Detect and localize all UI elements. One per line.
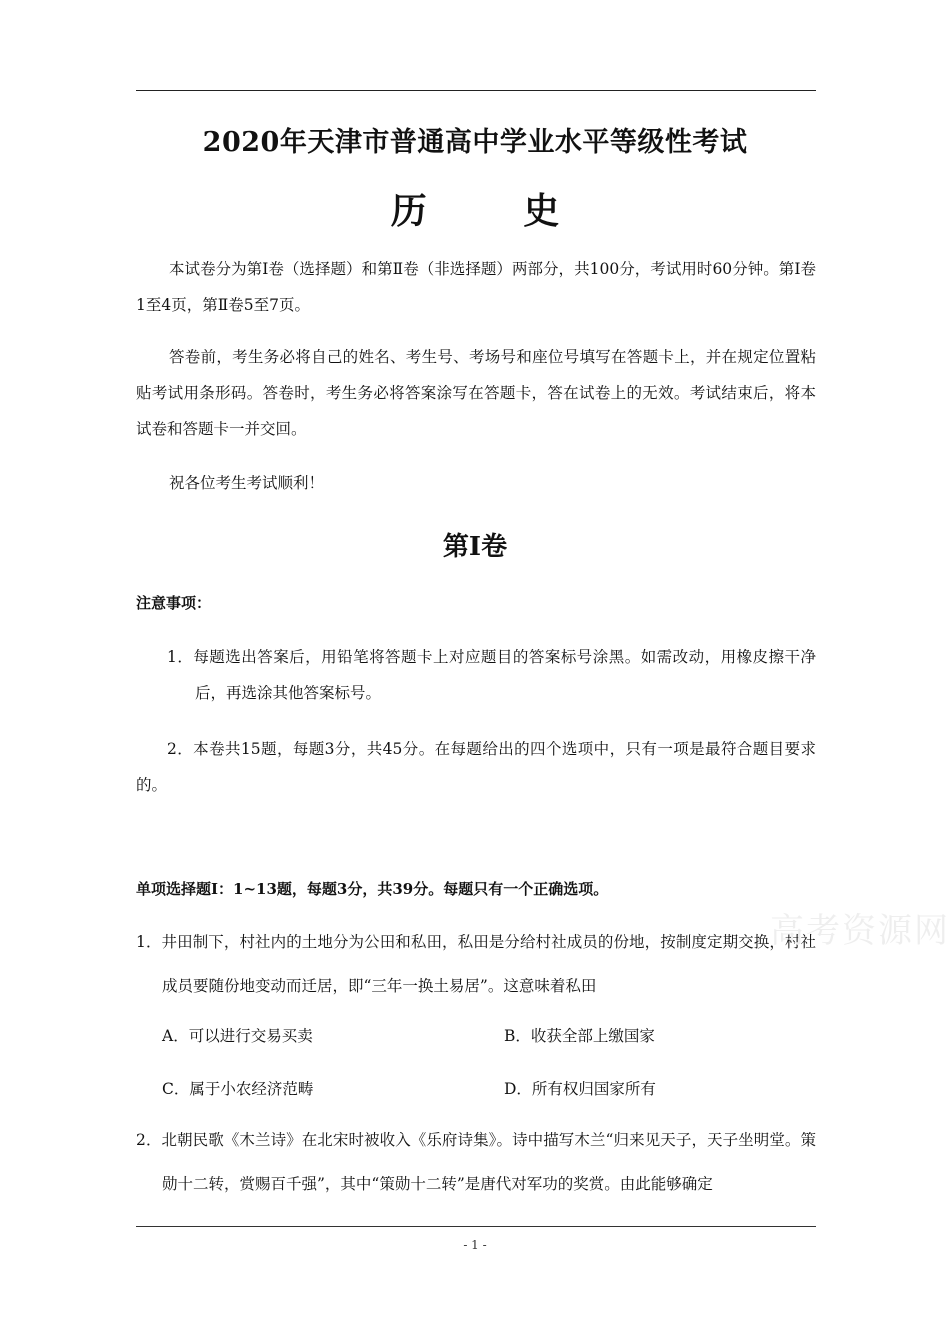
question-stem: 1．井田制下，村社内的土地分为公田和私田，私田是分给村社成员的份地，按制度定期交换，村社成员要随份地变动而迁居，即“三年一换土易居”。这意味着私田: [136, 933, 816, 995]
question-stem: 2．北朝民歌《木兰诗》在北宋时被收入《乐府诗集》。诗中描写木兰“归来见天子，天子坐明堂。策勋十二转，赏赐百千强”，其中“策勋十二转”是唐代对军功的奖赏。由此能够确定: [136, 1131, 816, 1193]
exam-title: 2020年天津市普通高中学业水平等级性考试: [202, 127, 748, 158]
note-item: 2．本卷共15题，每题3分，共45分。在每题给出的四个选项中，只有一项是最符合题目要求的。: [136, 740, 816, 794]
option-c: C．属于小农经济范畴: [162, 1080, 314, 1098]
option-d: D．所有权归国家所有: [504, 1080, 656, 1098]
intro-paragraph: 本试卷分为第Ⅰ卷（选择题）和第Ⅱ卷（非选择题）两部分，共100分，考试用时60分钟。第Ⅰ卷1至4页，第Ⅱ卷5至7页。: [136, 260, 816, 314]
notes-heading: 注意事项：: [136, 594, 212, 612]
note-item: 1．每题选出答案后，用铅笔将答题卡上对应题目的答案标号涂黑。如需改动，用橡皮擦干净后，再选涂其他答案标号。: [167, 648, 816, 702]
page-number: - 1 -: [463, 1238, 487, 1252]
subject-title: 历 史: [390, 190, 602, 232]
option-a: A．可以进行交易买卖: [162, 1027, 313, 1045]
good-luck-line: 祝各位考生考试顺利！: [169, 474, 325, 492]
header-rule: [136, 90, 816, 91]
footer-rule: [136, 1226, 816, 1227]
instructions-paragraph: 答卷前，考生务必将自己的姓名、考生号、考场号和座位号填写在答题卡上，并在规定位置粘贴考试用条形码。答卷时，考生务必将答案涂写在答题卡，答在试卷上的无效。考试结束后，将本试卷和答题卡一并交回。: [136, 348, 816, 438]
option-b: B．收获全部上缴国家: [504, 1027, 655, 1045]
section-title: 第Ⅰ卷: [442, 532, 508, 562]
watermark: 高考资源网: [770, 911, 950, 951]
question-type-heading: 单项选择题Ⅰ：1~13题，每题3分，共39分。每题只有一个正确选项。: [136, 880, 609, 898]
